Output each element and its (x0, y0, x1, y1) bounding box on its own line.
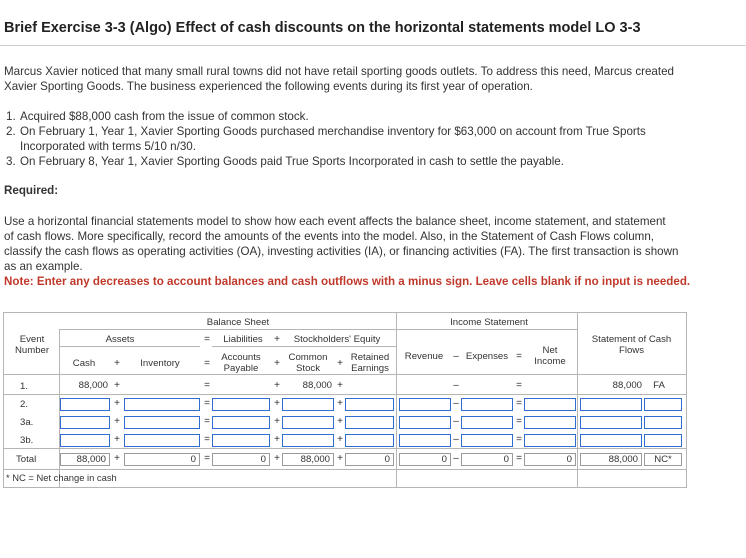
row-2-retained-earnings-input[interactable] (345, 398, 394, 411)
row-3b-cash-input[interactable] (60, 434, 110, 447)
scf-amount-value: 88,000 (612, 380, 642, 391)
balance-sheet-header: Balance Sheet (206, 317, 270, 328)
input-note: Note: Enter any decreases to account balances and cash outflows with a minus sign. Leave cells blank if no input is needed. (4, 275, 691, 288)
plus-sign: + (114, 358, 120, 369)
cash-header: Cash (72, 358, 96, 369)
row-3b-accounts-payable-input[interactable] (212, 434, 270, 447)
total-common-stock: 88,000 (282, 453, 334, 466)
event-number: 3. (6, 155, 16, 168)
intro-line: Xavier Sporting Goods. The business experienced the following events during its first year of operation. (4, 80, 533, 93)
event-text: Incorporated with terms 5/10 n/30. (20, 140, 196, 153)
instruction-line: as an example. (4, 260, 83, 273)
plus-sign: + (274, 398, 280, 409)
equals-sign: = (516, 351, 522, 362)
total-cash: 88,000 (60, 453, 110, 466)
plus-sign: + (114, 380, 120, 391)
required-heading: Required: (4, 184, 59, 197)
row-3a-inventory-input[interactable] (124, 416, 200, 429)
event-text: Acquired $88,000 cash from the issue of common stock. (20, 110, 309, 123)
row-3b-scf-class-select[interactable] (644, 434, 682, 447)
footnote: * NC = Net change in cash (6, 472, 117, 483)
equals-sign: = (204, 358, 210, 369)
minus-sign: – (453, 434, 459, 445)
row-2-cash-input[interactable] (60, 398, 110, 411)
total-net-income: 0 (524, 453, 576, 466)
plus-sign: + (114, 398, 120, 409)
minus-sign: – (453, 398, 459, 409)
row-3b-net-income-input[interactable] (524, 434, 576, 447)
plus-sign: + (274, 416, 280, 427)
row-3a-cash-input[interactable] (60, 416, 110, 429)
scf-class-value: FA (653, 380, 665, 391)
instructions-paragraph (4, 214, 678, 274)
net-income-header: Net Income (534, 345, 566, 367)
title-divider (0, 45, 746, 46)
divider (60, 329, 396, 330)
event-text: On February 8, Year 1, Xavier Sporting Goods paid True Sports Incorporated in cash to settle the payable. (20, 155, 564, 168)
divider (4, 374, 686, 375)
plus-sign: + (114, 416, 120, 427)
stockholders-equity-header: Stockholders' Equity (293, 334, 381, 345)
row-3a-expenses-input[interactable] (461, 416, 513, 429)
revenue-header: Revenue (404, 351, 444, 362)
total-accounts-payable: 0 (212, 453, 270, 466)
row-3b-expenses-input[interactable] (461, 434, 513, 447)
expenses-header: Expenses (465, 351, 509, 362)
minus-sign: – (453, 351, 459, 362)
equals-sign: = (204, 434, 210, 445)
row-3a-net-income-input[interactable] (524, 416, 576, 429)
plus-sign: + (337, 398, 343, 409)
plus-sign: + (337, 434, 343, 445)
divider (397, 329, 577, 330)
divider (396, 313, 397, 487)
row-label: 3b. (20, 435, 34, 446)
total-inventory: 0 (124, 453, 200, 466)
divider (4, 394, 686, 395)
minus-sign: – (453, 380, 459, 391)
divider (577, 313, 578, 487)
event-number-header: Event Number (14, 334, 50, 356)
row-3b-inventory-input[interactable] (124, 434, 200, 447)
row-label: 1. (20, 381, 29, 392)
exercise-title: Brief Exercise 3-3 (Algo) Effect of cash discounts on the horizontal statements model LO 3-3 (4, 20, 641, 36)
equals-sign: = (204, 453, 210, 464)
divider (4, 448, 686, 449)
events-list (6, 109, 646, 169)
common-stock-header: Common Stock (288, 352, 328, 374)
row-3a-revenue-input[interactable] (399, 416, 451, 429)
row-2-inventory-input[interactable] (124, 398, 200, 411)
row-label: 3a. (20, 417, 34, 428)
equals-sign: = (204, 398, 210, 409)
accounts-payable-header: Accounts Payable (221, 352, 261, 374)
total-retained-earnings: 0 (345, 453, 394, 466)
equals-sign: = (516, 398, 522, 409)
plus-sign: + (337, 416, 343, 427)
row-2-common-stock-input[interactable] (282, 398, 334, 411)
retained-earnings-header: Retained Earnings (350, 352, 390, 374)
divider (4, 469, 686, 470)
plus-sign: + (337, 380, 343, 391)
event-number: 2. (6, 125, 16, 138)
equals-sign: = (204, 416, 210, 427)
row-2-net-income-input[interactable] (524, 398, 576, 411)
horizontal-statements-model (3, 312, 687, 488)
row-2-expenses-input[interactable] (461, 398, 513, 411)
equals-sign: = (516, 416, 522, 427)
total-revenue: 0 (399, 453, 451, 466)
event-text: On February 1, Year 1, Xavier Sporting Goods purchased merchandise inventory for $63,000 on account from True Sports (20, 125, 646, 138)
event-item (6, 109, 646, 124)
plus-sign: + (274, 334, 280, 345)
plus-sign: + (337, 358, 343, 369)
common-stock-value: 88,000 (302, 380, 332, 391)
income-statement-header: Income Statement (450, 317, 528, 328)
row-3a-scf-amount-input[interactable] (580, 416, 642, 429)
event-number: 1. (6, 110, 16, 123)
intro-paragraph (4, 64, 674, 94)
plus-sign: + (274, 358, 280, 369)
row-3b-common-stock-input[interactable] (282, 434, 334, 447)
row-3b-retained-earnings-input[interactable] (345, 434, 394, 447)
equals-sign: = (204, 334, 210, 345)
minus-sign: – (453, 416, 459, 427)
assets-header: Assets (105, 334, 135, 345)
intro-line: Marcus Xavier noticed that many small rural towns did not have retail sporting goods outlets. To address this need, Marcus created (4, 65, 674, 78)
event-item (6, 124, 646, 154)
instruction-line: Use a horizontal financial statements model to show how each event affects the balance sheet, income statement, and statement (4, 215, 666, 228)
event-item (6, 154, 646, 169)
inventory-header: Inventory (140, 358, 180, 369)
row-2-scf-amount-input[interactable] (580, 398, 642, 411)
row-3a-retained-earnings-input[interactable] (345, 416, 394, 429)
row-label: 2. (20, 399, 29, 410)
plus-sign: + (337, 453, 343, 464)
equals-sign: = (516, 380, 522, 391)
plus-sign: + (274, 434, 280, 445)
liabilities-header: Liabilities (223, 334, 263, 345)
instruction-line: classify the cash flows as operating activities (OA), investing activities (IA), or financing activities (FA). The first transaction is shown (4, 245, 679, 258)
statement-of-cash-flows-header: Statement of Cash Flows (591, 334, 672, 356)
total-label: Total (16, 454, 37, 465)
plus-sign: + (274, 380, 280, 391)
instruction-line: of cash flows. More specifically, record the amounts of the events into the model. Also, in the Statement of Cash Flows column, (4, 230, 654, 243)
total-scf-class: NC* (644, 453, 682, 466)
plus-sign: + (114, 434, 120, 445)
row-3a-common-stock-input[interactable] (282, 416, 334, 429)
equals-sign: = (516, 434, 522, 445)
total-scf-amount: 88,000 (580, 453, 642, 466)
divider (212, 346, 396, 347)
row-3a-accounts-payable-input[interactable] (212, 416, 270, 429)
plus-sign: + (114, 453, 120, 464)
row-2-accounts-payable-input[interactable] (212, 398, 270, 411)
row-2-revenue-input[interactable] (399, 398, 451, 411)
row-3a-scf-class-select[interactable] (644, 416, 682, 429)
equals-sign: = (204, 380, 210, 391)
row-3b-scf-amount-input[interactable] (580, 434, 642, 447)
divider (60, 346, 200, 347)
row-2-scf-class-select[interactable] (644, 398, 682, 411)
plus-sign: + (274, 453, 280, 464)
cash-value: 88,000 (78, 380, 108, 391)
total-expenses: 0 (461, 453, 513, 466)
row-3b-revenue-input[interactable] (399, 434, 451, 447)
minus-sign: – (453, 453, 459, 464)
equals-sign: = (516, 453, 522, 464)
